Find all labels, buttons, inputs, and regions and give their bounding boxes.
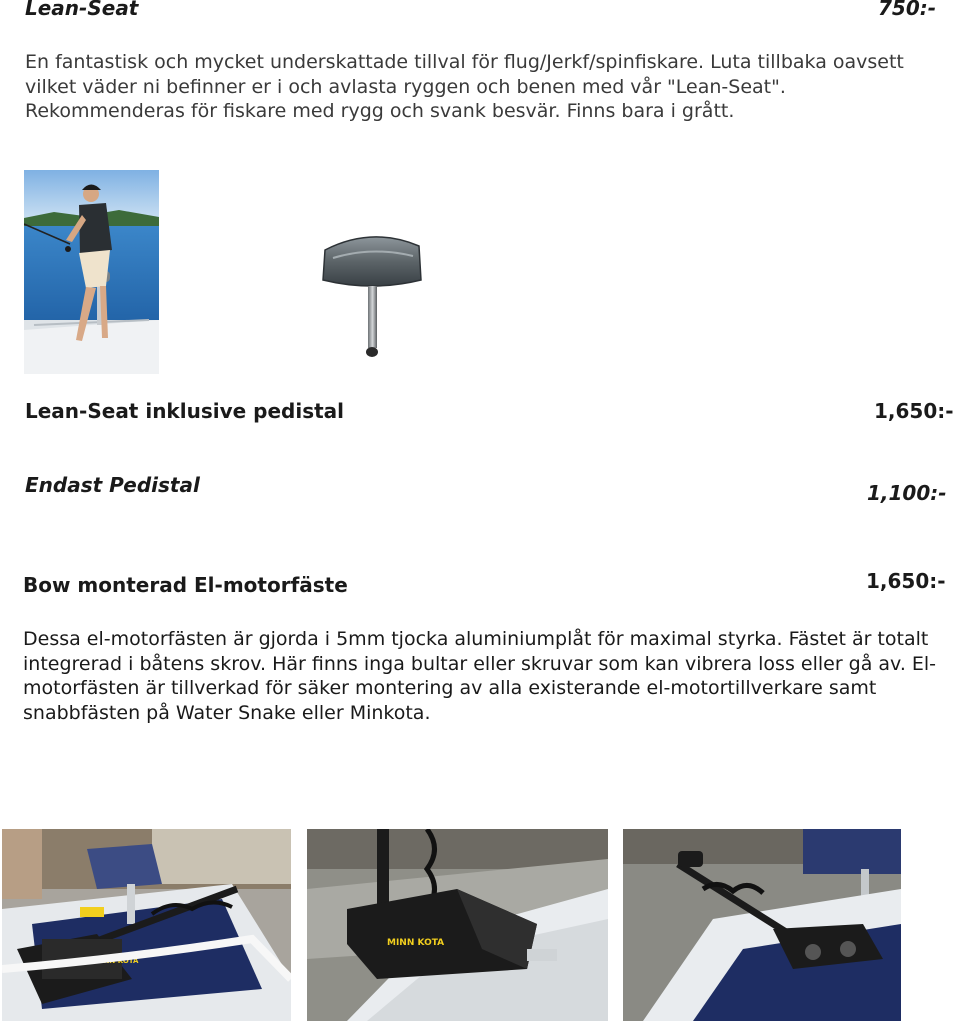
minn-kota-brand-text: MINN KOTA: [387, 938, 445, 948]
bow-mount-description: Dessa el-motorfästen är gjorda i 5mm tjocka aluminiumplåt för maximal styrka. Fästet är totalt integrerad i båtens skrov. Här finns inga bultar eller skruvar som kan vibrera loss eller gå av. El-motorfästen är tillverkad för säker montering av alla existerande el-motortillverkare samt snabbfästen på Water Snake eller Minkota.: [23, 628, 937, 724]
option-lean-seat-with-pedestal-label: Lean-Seat inklusive pedistal: [25, 399, 345, 423]
bow-mount-photo-3: [623, 829, 901, 1021]
bow-mount-photo-2: [307, 829, 608, 1021]
fisherman-on-lean-seat-photo: [24, 170, 159, 374]
lean-seat-description: En fantastisk och mycket underskattade tillval för flug/Jerkf/spinfiskare. Luta tillbaka oavsett vilket väder ni befinner er i och avlasta ryggen och benen med vår "Lean-Seat". Rekommenderas för fiskare med rygg och svank besvär. Finns bara i grått.: [25, 51, 904, 122]
bow-mount-price: 1,650:-: [866, 569, 946, 593]
option-lean-seat-with-pedestal-price: 1,650:-: [874, 399, 954, 423]
option-pedestal-only-price: 1,100:-: [867, 481, 947, 505]
bow-mount-photo-1: [2, 829, 291, 1021]
bow-mount-title: Bow monterad El-motorfäste: [23, 573, 348, 597]
lean-seat-title: Lean-Seat: [25, 0, 139, 20]
svg-text:MINN KOTA: MINN KOTA: [94, 957, 139, 965]
lean-seat-product-photo: [315, 228, 430, 363]
option-pedestal-only-label: Endast Pedistal: [25, 473, 200, 497]
lean-seat-price: 750:-: [878, 0, 937, 20]
